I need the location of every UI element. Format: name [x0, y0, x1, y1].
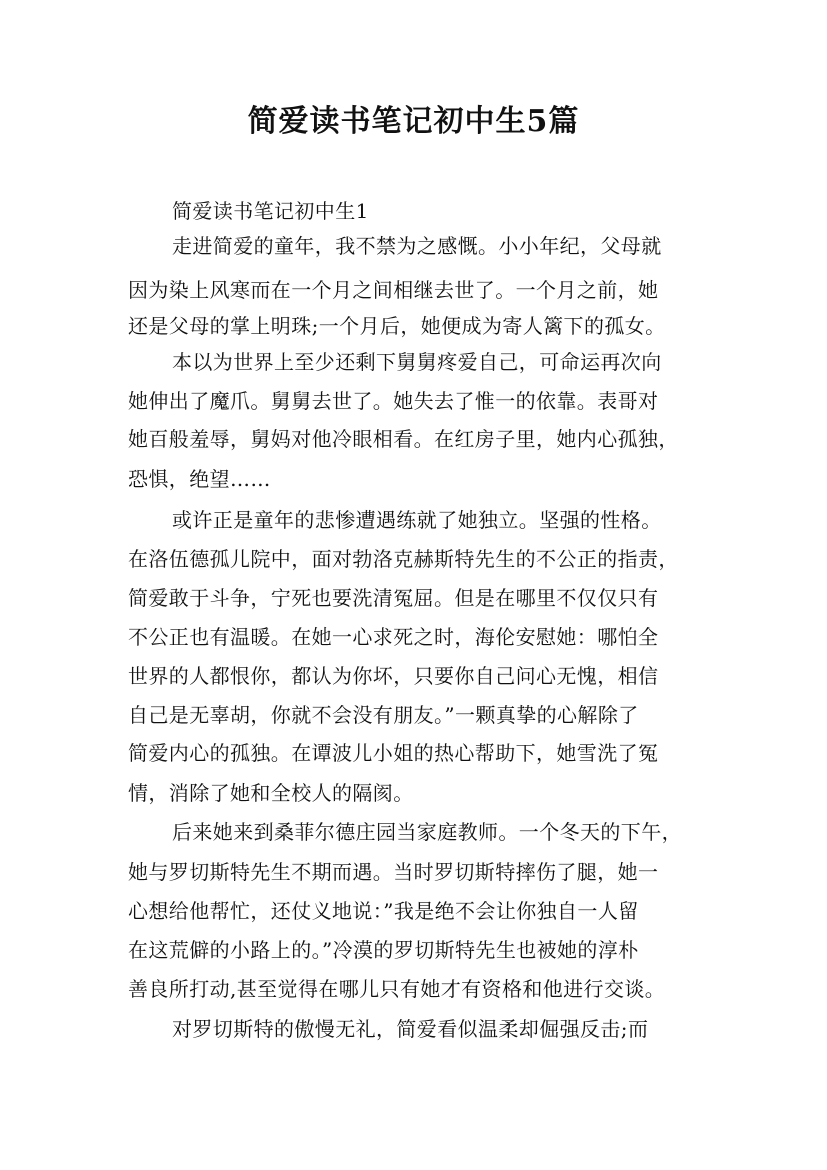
paragraph-line: 自己是无辜胡，你就不会没有朋友。”一颗真挚的心解除了 — [128, 703, 639, 727]
paragraph-line: 不公正也有温暖。在她一心求死之时，海伦安慰她：哪怕全 — [128, 625, 659, 649]
paragraph-line: 走进简爱的童年，我不禁为之感慨。小小年纪，父母就 — [172, 234, 662, 258]
paragraph-line: 她伸出了魔爪。舅舅去世了。她失去了惟一的依靠。表哥对 — [128, 389, 659, 413]
paragraph-line: 或许正是童年的悲惨遭遇练就了她独立。坚强的性格。 — [172, 508, 662, 532]
paragraph-line: 情，消除了她和全校人的隔阂。 — [128, 781, 414, 805]
paragraph-line: 简爱敢于斗争，宁死也要洗清冤屈。但是在哪里不仅仅只有 — [128, 586, 659, 610]
paragraph-line: 善良所打动,甚至觉得在哪儿只有她才有资格和他进行交谈。 — [128, 977, 666, 1001]
document-title: 简爱读书笔记初中生5篇 — [247, 104, 580, 139]
paragraph-line: 在洛伍德孤儿院中，面对勃洛克赫斯特先生的不公正的指责， — [128, 547, 679, 571]
paragraph-line: 后来她来到桑菲尔德庄园当家庭教师。一个冬天的下午， — [172, 820, 682, 844]
paragraph-line: 因为染上风寒而在一个月之间相继去世了。一个月之前，她 — [128, 278, 659, 302]
paragraph-line: 她与罗切斯特先生不期而遇。当时罗切斯特摔伤了腿，她一 — [128, 860, 659, 884]
paragraph-line: 世界的人都恨你，都认为你坏，只要你自己问心无愧，相信 — [128, 664, 659, 688]
paragraph-line: 简爱读书笔记初中生1 — [172, 199, 369, 223]
paragraph-line: 她百般羞辱，舅妈对他冷眼相看。在红房子里，她内心孤独， — [128, 427, 679, 451]
paragraph-line: 简爱内心的孤独。在谭波儿小姐的热心帮助下，她雪洗了冤 — [128, 741, 659, 765]
paragraph-line: 还是父母的掌上明珠;一个月后，她便成为寄人篱下的孤女。 — [128, 314, 666, 338]
paragraph-line: 在这荒僻的小路上的。”冷漠的罗切斯特先生也被她的淳朴 — [128, 938, 639, 962]
paragraph-line: 本以为世界上至少还剩下舅舅疼爱自己，可命运再次向 — [172, 350, 662, 374]
paragraph-line: 心想给他帮忙，还仗义地说：”我是绝不会让你独自一人留 — [128, 899, 639, 923]
paragraph-line: 对罗切斯特的傲慢无礼，简爱看似温柔却倔强反击;而 — [172, 1017, 649, 1041]
paragraph-line: 恐惧，绝望…… — [128, 467, 271, 491]
